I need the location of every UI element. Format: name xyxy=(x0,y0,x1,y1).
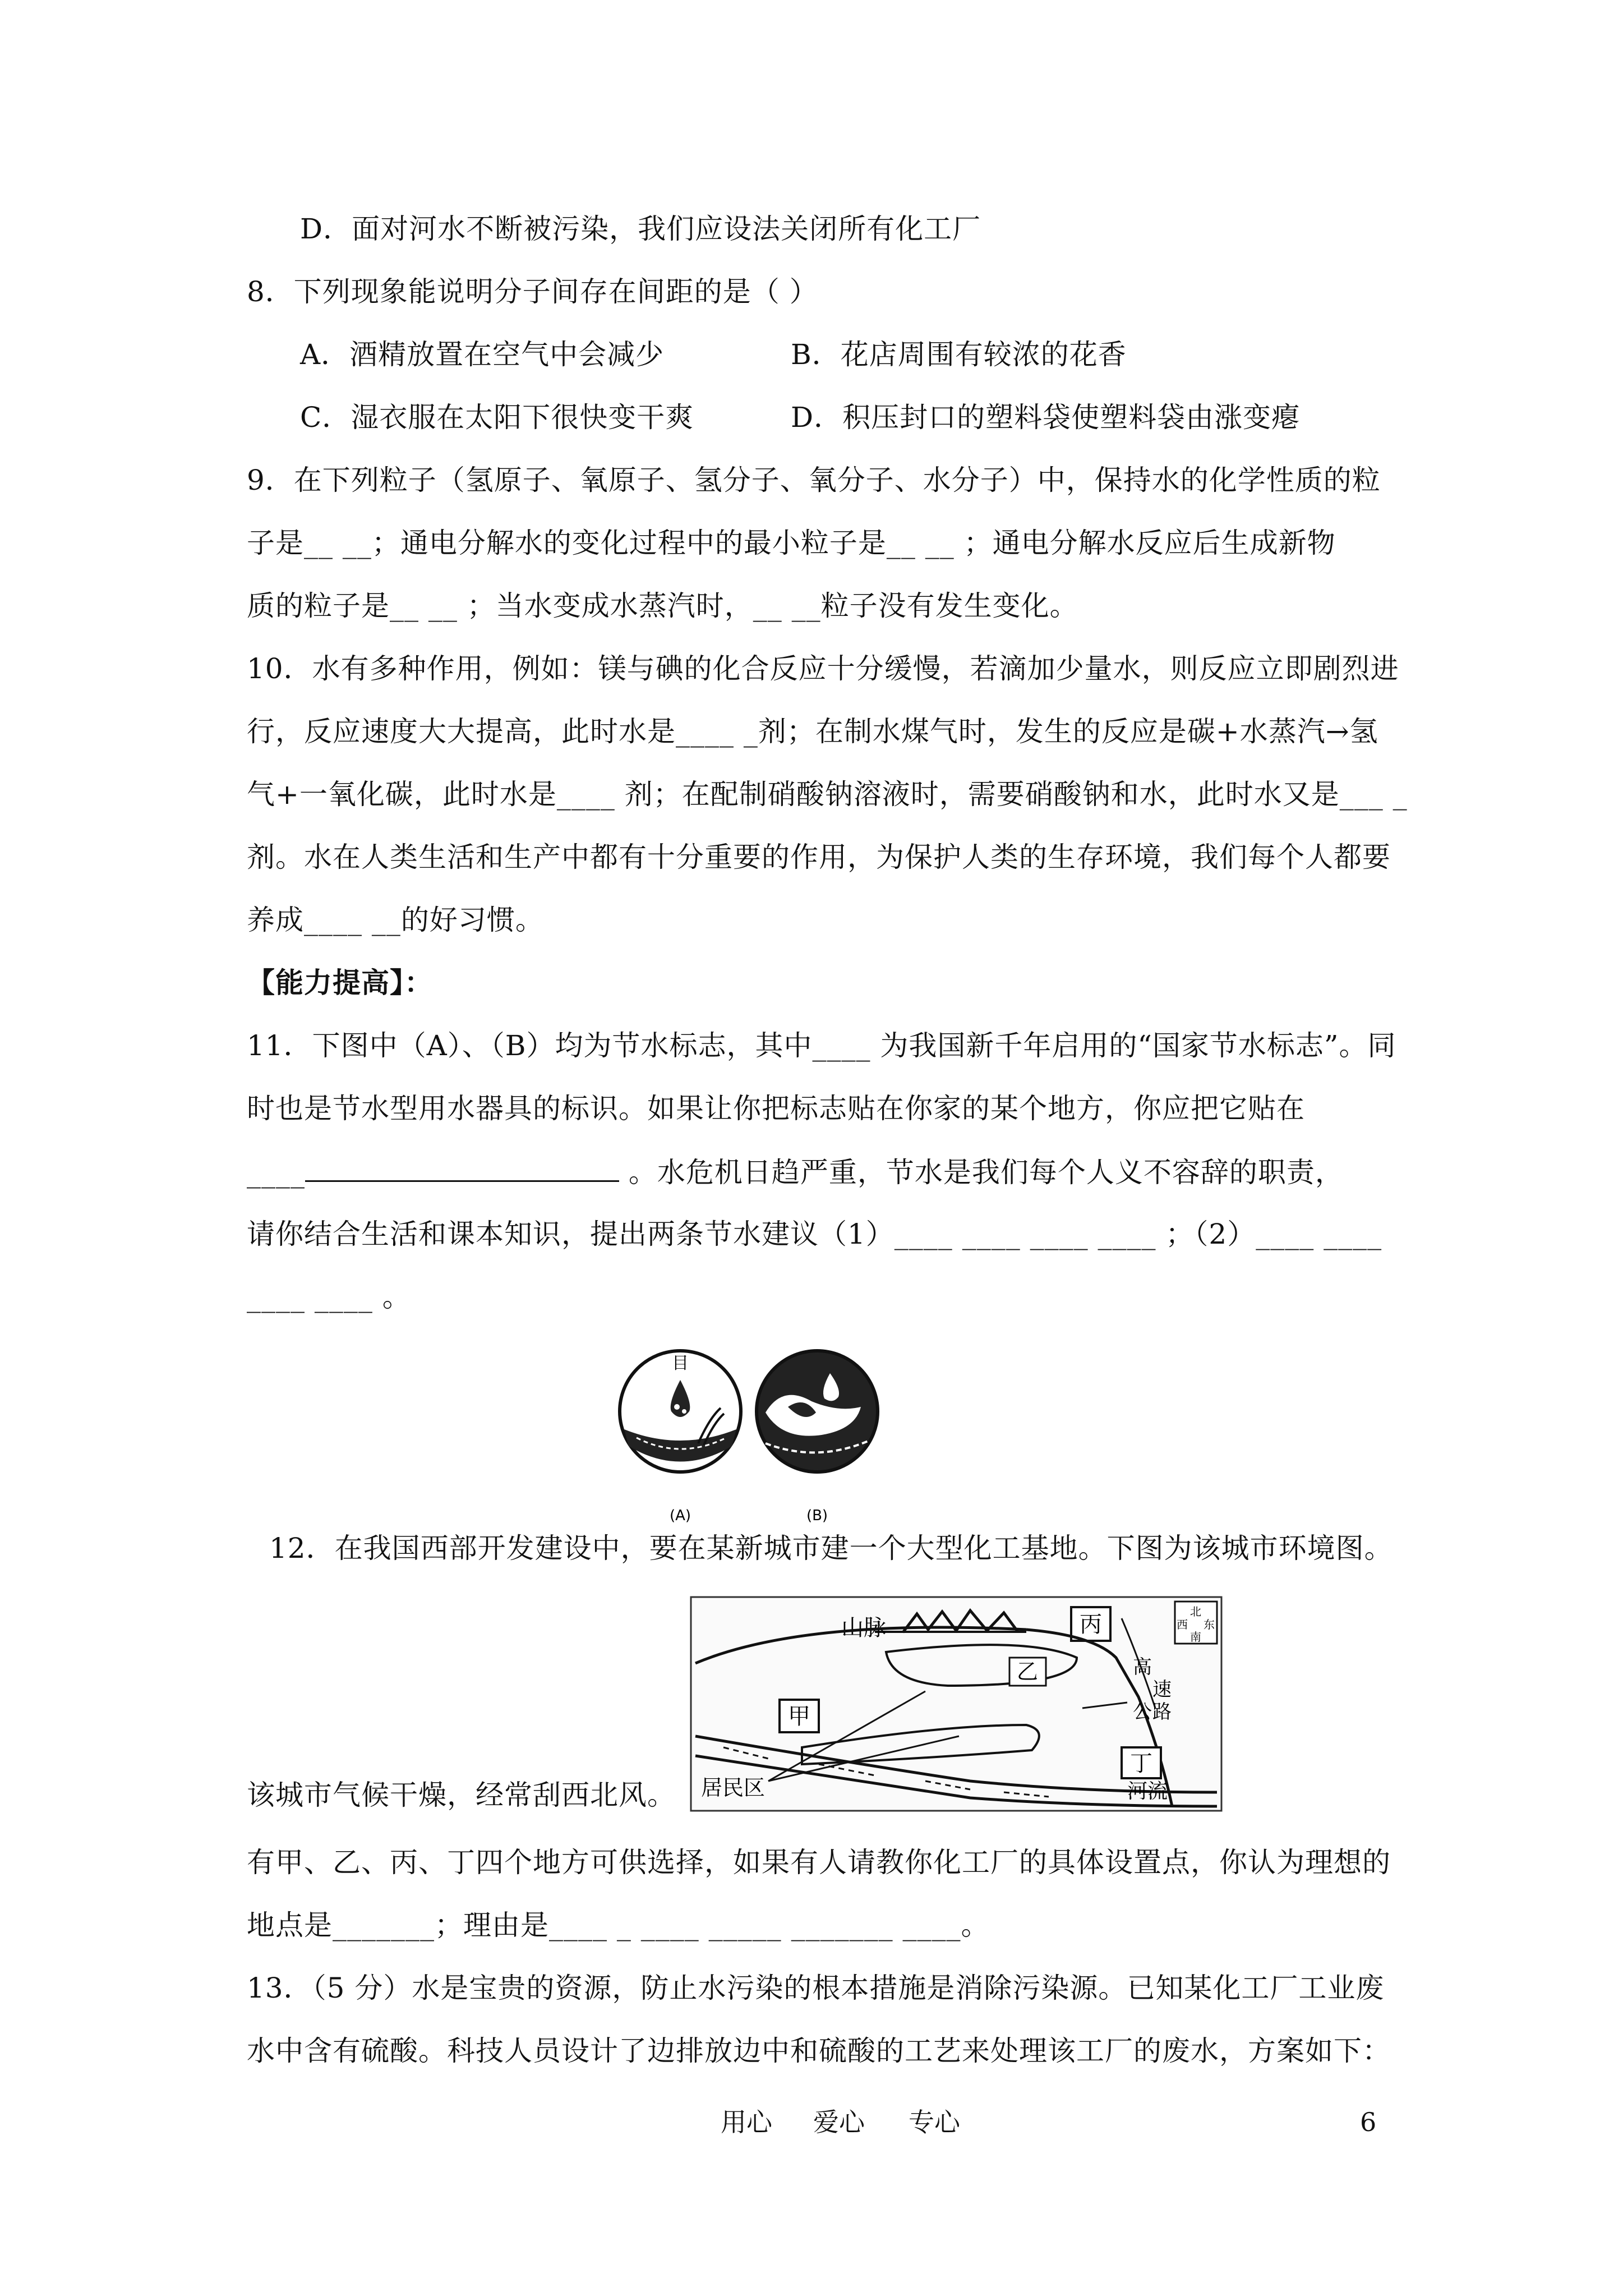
q10-line-4: 剂。水在人类生活和生产中都有十分重要的作用，为保护人类的生存环境，我们每个人都要 xyxy=(247,841,1391,873)
q9-line-2: 子是__ __；通电分解水的变化过程中的最小粒子是__ __ ；通电分解水反应后生成新物 xyxy=(247,527,1336,559)
map-label-jia: 甲 xyxy=(788,1704,810,1729)
q10-line-2: 行，反应速度大大提高，此时水是____ _剂；在制水煤气时，发生的反应是碳+水蒸汽→氢 xyxy=(247,715,1378,748)
compass-west: 西 xyxy=(1177,1618,1188,1631)
q11-answer-underline xyxy=(305,1154,619,1182)
section-heading: 【能力提高】： xyxy=(247,966,433,999)
map-label-residential: 居民区 xyxy=(701,1775,766,1800)
map-label-mountain: 山脉 xyxy=(841,1615,886,1641)
q11-line-4: 请你结合生活和课本知识，提出两条节水建议（1）____ ____ ____ ____ ；（2）____ ____ xyxy=(247,1218,1382,1250)
q12-line-1: 12．在我国西部开发建设中，要在某新城市建一个大型化工基地。下图为该城市环境图。 xyxy=(269,1532,1393,1565)
logo-b-icon xyxy=(757,1351,878,1524)
q8-option-a: A．酒精放置在空气中会减少 xyxy=(300,338,665,371)
map-label-river: 河流 xyxy=(1127,1780,1168,1803)
q9-line-3: 质的粒子是__ __ ；当水变成水蒸汽时，__ __粒子没有发生变化。 xyxy=(247,590,1078,622)
page-number: 6 xyxy=(1360,2107,1377,2137)
map-label-bing: 丙 xyxy=(1080,1612,1102,1637)
q11-line-5: ____ ____ 。 xyxy=(247,1281,411,1313)
q12-line-2: 该城市气候干燥，经常刮西北风。 xyxy=(247,1779,676,1811)
q8-option-c: C．湿衣服在太阳下很快变干爽 xyxy=(300,401,694,434)
q11-line-3-text: 。水危机日趋严重，节水是我们每个人义不容辞的职责， xyxy=(628,1156,1344,1189)
footer-middle: 爱心 xyxy=(813,2107,865,2137)
q13-line-2: 水中含有硫酸。科技人员设计了边排放边中和硫酸的工艺来处理该工厂的废水，方案如下： xyxy=(247,2035,1391,2067)
map-highway-char-4: 路 xyxy=(1152,1701,1172,1723)
q12-line-3: 有甲、乙、丙、丁四个地方可供选择，如果有人请教你化工厂的具体设置点，你认为理想的 xyxy=(247,1846,1391,1879)
q11-blank-prefix: ____ xyxy=(247,1156,305,1189)
q8-stem: 8．下列现象能说明分子间存在间距的是（ ） xyxy=(247,275,818,308)
logo-a-icon xyxy=(620,1351,741,1524)
q10-line-1: 10．水有多种作用，例如：镁与碘的化合反应十分缓慢，若滴加少量水，则反应立即剧烈进 xyxy=(247,652,1399,685)
q7-option-d: D．面对河水不断被污染，我们应设法关闭所有化工厂 xyxy=(300,213,981,245)
q12-line-4: 地点是_______；理由是____ _ ____ _____ _______ ____。 xyxy=(247,1909,990,1941)
map-highway-char-2: 速 xyxy=(1152,1678,1172,1701)
map-label-ding: 丁 xyxy=(1130,1751,1152,1777)
footer-right: 专心 xyxy=(909,2107,960,2137)
q9-line-1: 9．在下列粒子（氢原子、氧原子、氢分子、氧分子、水分子）中，保持水的化学性质的粒 xyxy=(247,464,1381,496)
city-map-svg xyxy=(690,1596,1223,1812)
water-saving-logos-figure xyxy=(614,1345,883,1530)
logo-a-top-char: 目 xyxy=(672,1354,689,1373)
q10-line-3: 气+一氧化碳，此时水是____ 剂；在配制硝酸钠溶液时，需要硝酸钠和水，此时水又是___ _ xyxy=(247,778,1408,811)
logo-b-label: (B) xyxy=(806,1507,828,1524)
q8-option-d: D．积压封口的塑料袋使塑料袋由涨变瘪 xyxy=(791,401,1301,434)
city-environment-map xyxy=(690,1596,1223,1812)
q8-option-b: B．花店周围有较浓的花香 xyxy=(791,338,1127,371)
q11-line-3 xyxy=(247,1154,1344,1189)
compass-east: 东 xyxy=(1204,1618,1215,1631)
logo-a-label: (A) xyxy=(669,1507,691,1524)
compass-south: 南 xyxy=(1190,1630,1201,1644)
map-label-yi: 乙 xyxy=(1016,1659,1039,1684)
map-highway-char-1: 高 xyxy=(1133,1656,1152,1678)
q10-line-5: 养成____ __的好习惯。 xyxy=(247,904,544,936)
footer-left: 用心 xyxy=(721,2107,772,2137)
map-highway-char-3: 公 xyxy=(1133,1701,1152,1723)
q13-line-1: 13．（5 分）水是宝贵的资源，防止水污染的根本措施是消除污染源。已知某化工厂工业废 xyxy=(247,1972,1385,2004)
q11-line-1: 11．下图中（A）、（B）均为节水标志，其中____ 为我国新千年启用的“国家节水标志”。同 xyxy=(247,1029,1396,1062)
water-saving-logos xyxy=(614,1345,883,1530)
q11-line-2: 时也是节水型用水器具的标识。如果让你把标志贴在你家的某个地方，你应把它贴在 xyxy=(247,1092,1305,1125)
compass-north: 北 xyxy=(1190,1605,1201,1618)
